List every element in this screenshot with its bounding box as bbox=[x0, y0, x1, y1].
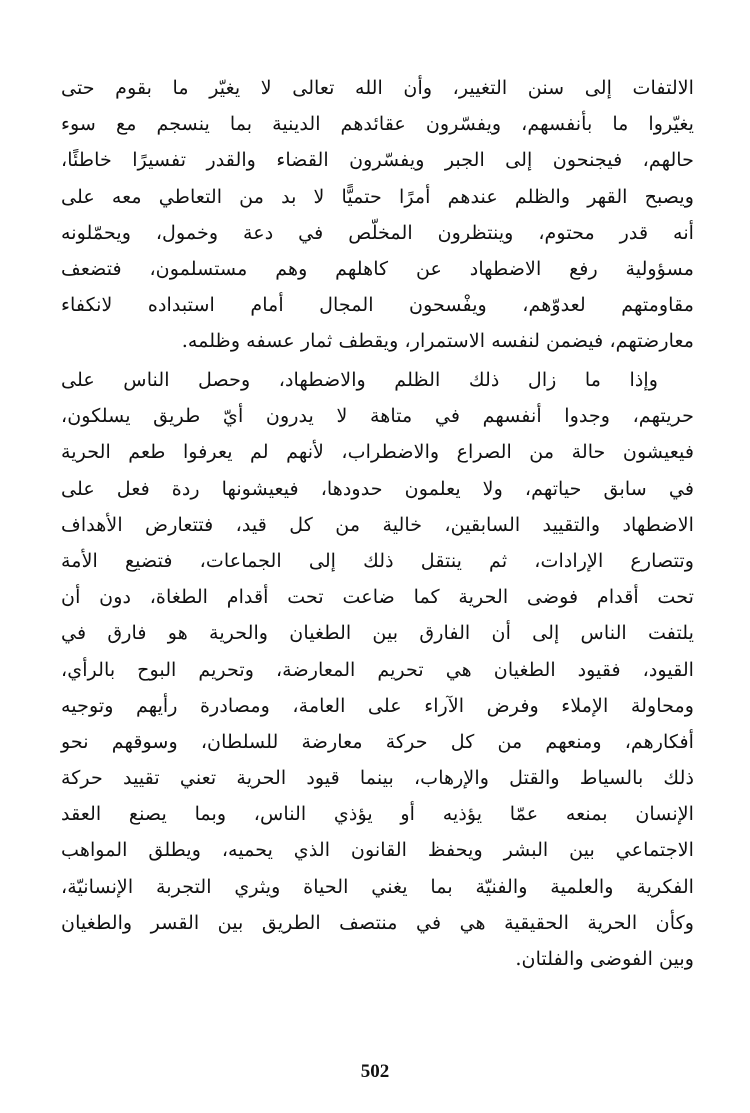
text-line: القيود، فقيود الطغيان هي تحريم المعارضة، وتحريم البوح بالرأي، bbox=[61, 657, 694, 681]
text-line: أنه قدر محتوم، وينتظرون المخلّص في دعة وخمول، ويحمّلونه bbox=[61, 220, 694, 244]
text-line: الالتفات إلى سنن التغيير، وأن الله تعالى لا يغيّر ما بقوم حتى bbox=[61, 76, 694, 99]
text-line: ويصبح القهر والظلم عندهم أمرًا حتميًّا لا بد من التعاطي معه على bbox=[61, 184, 694, 208]
text-line: حالهم، فيجنحون إلى الجبر ويفسّرون القضاء والقدر تفسيرًا خاطئًا، bbox=[61, 148, 694, 172]
text-line: حريتهم، وجدوا أنفسهم في متاهة لا يدرون أيّ طريق يسلكون، bbox=[61, 404, 694, 428]
text-line: فيعيشون حالة من الصراع والاضطراب، لأنهم لم يعرفوا طعم الحرية bbox=[61, 440, 694, 464]
paragraph-1 bbox=[61, 70, 694, 360]
text-line: معارضتهم، فيضمن لنفسه الاستمرار، ويقطف ثمار عسفه وظلمه. bbox=[181, 329, 694, 353]
text-line: في سابق حياتهم، ولا يعلمون حدودها، فيعيشونها ردة فعل على bbox=[61, 476, 694, 500]
text-line: يغيّروا ما بأنفسهم، ويفسّرون عقائدهم الدينية بما ينسجم مع سوء bbox=[61, 112, 694, 136]
text-line: الفكرية والعلمية والفنيّة بما يغني الحياة ويثري التجربة الإنسانيّة، bbox=[61, 874, 694, 898]
paragraph-2 bbox=[61, 362, 694, 977]
text-line: وبين الفوضى والفلتان. bbox=[515, 947, 694, 970]
text-line: الإنسان بمنعه عمّا يؤذيه أو يؤذي الناس، وبما يصنع العقد bbox=[61, 802, 694, 826]
text-line: وتتصارع الإرادات، ثم ينتقل ذلك إلى الجماعات، فتضيع الأمة bbox=[61, 548, 694, 572]
text-line: وإذا ما زال ذلك الظلم والاضطهاد، وحصل الناس على bbox=[61, 368, 658, 391]
page-number: 502 bbox=[360, 1061, 390, 1082]
text-line: تحت أقدام فوضى الحرية كما ضاعت تحت أقدام الطغاة، دون أن bbox=[61, 585, 694, 609]
text-line: وكأن الحرية الحقيقية هي في منتصف الطريق بين القسر والطغيان bbox=[61, 910, 694, 934]
text-line: مسؤولية رفع الاضطهاد عن كاهلهم وهم مستسلمون، فتضعف bbox=[61, 256, 694, 280]
text-line: ومحاولة الإملاء وفرض الآراء على العامة، ومصادرة رأيهم وتوجيه bbox=[61, 693, 694, 717]
text-line: الاضطهاد والتقييد السابقين، خالية من كل قيد، فتتعارض الأهداف bbox=[61, 512, 694, 536]
text-line: الاجتماعي بين البشر ويحفظ القانون الذي يحميه، ويطلق المواهب bbox=[61, 838, 694, 862]
text-line: يلتفت الناس إلى أن الفارق بين الطغيان والحرية هو فارق في bbox=[61, 621, 694, 645]
text-line: ذلك بالسياط والقتل والإرهاب، بينما قيود الحرية تعني تقييد حركة bbox=[61, 766, 694, 790]
text-line: مقاومتهم لعدوّهم، ويفْسحون المجال أمام استبداده لانكفاء bbox=[61, 293, 694, 317]
text-line: أفكارهم، ومنعهم من كل حركة معارضة للسلطان، وسوقهم نحو bbox=[61, 729, 694, 753]
